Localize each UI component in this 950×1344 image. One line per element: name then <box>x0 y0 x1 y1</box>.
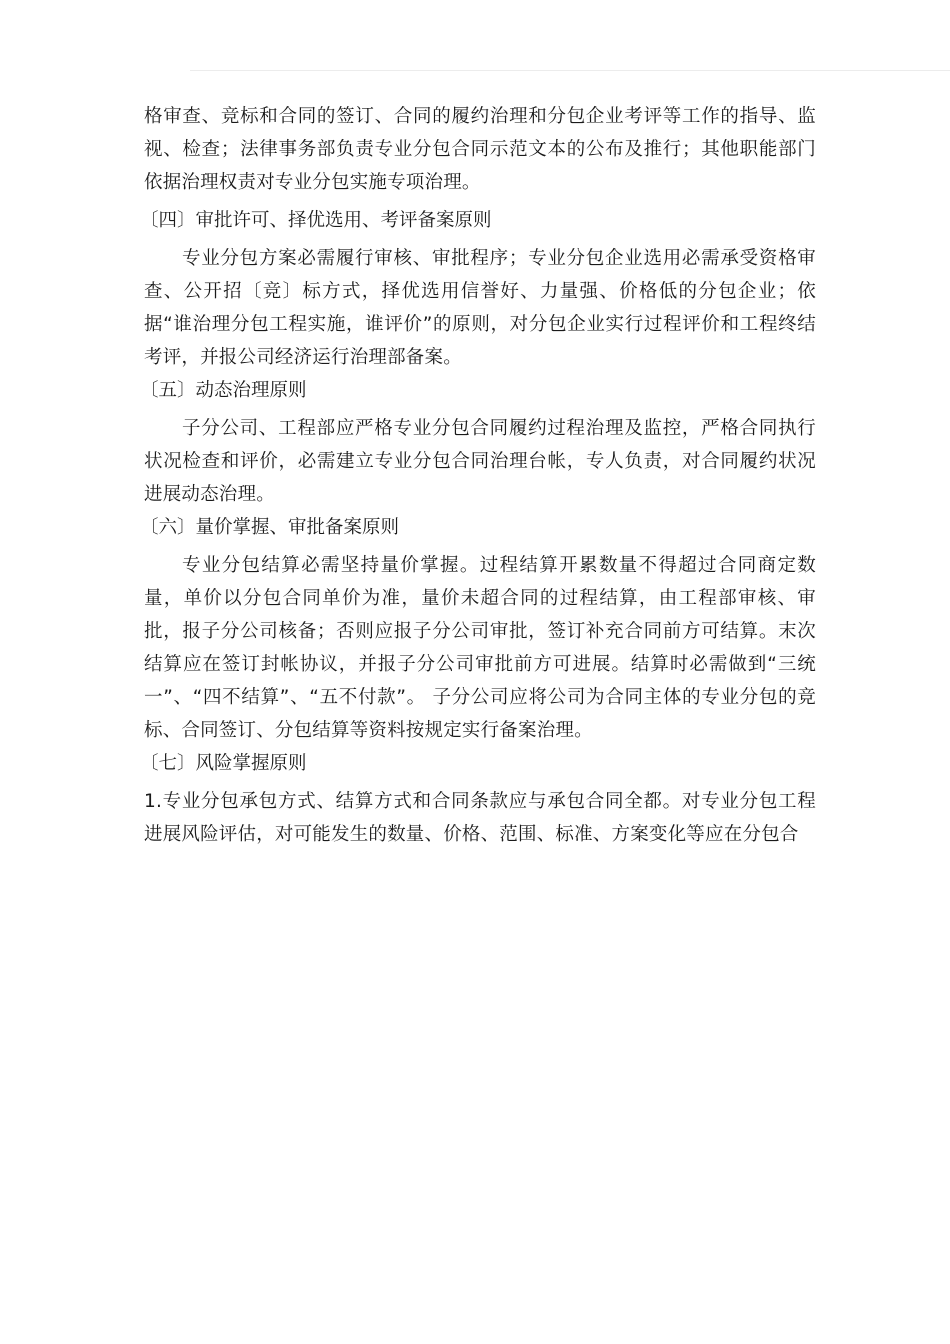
paragraph-section-5: 子分公司、工程部应严格专业分包合同履约过程治理及监控，严格合同执行状况检查和评价，必需建立专业分包合同治理台帐，专人负责，对合同履约状况进展动态治理。 <box>144 418 816 505</box>
section-heading-5: 〔五〕动态治理原则 <box>140 380 307 401</box>
section-heading-4: 〔四〕审批许可、择优选用、考评备案原则 <box>140 210 492 231</box>
paragraph-continuation: 格审查、竞标和合同的签订、合同的履约治理和分包企业考评等工作的指导、监视、检查；法律事务部负责专业分包合同示范文本的公布及推行；其他职能部门依据治理权责对专业分包实施专项治理。 <box>144 106 816 193</box>
paragraph-section-7: 1.专业分包承包方式、结算方式和合同条款应与承包合同全都。对专业分包工程进展风险评估，对可能发生的数量、价格、范围、标准、方案变化等应在分包合 <box>144 791 816 845</box>
document-page <box>140 100 816 851</box>
paragraph-section-4: 专业分包方案必需履行审核、审批程序；专业分包企业选用必需承受资格审查、公开招〔竞〕标方式，择优选用信誉好、力量强、价格低的分包企业；依据“谁治理分包工程实施，谁评价”的原则，对分包企业实行过程评价和工程终结考评，并报公司经济运行治理部备案。 <box>144 248 816 368</box>
section-heading-6: 〔六〕量价掌握、审批备案原则 <box>140 517 400 538</box>
header-rule <box>190 70 950 71</box>
section-heading-7: 〔七〕风险掌握原则 <box>140 753 307 774</box>
paragraph-section-6: 专业分包结算必需坚持量价掌握。过程结算开累数量不得超过合同商定数量，单价以分包合同单价为准，量价未超合同的过程结算，由工程部审核、审批，报子分公司核备；否则应报子分公司审批，签订补充合同前方可结算。末次结算应在签订封帐协议，并报子分公司审批前方可进展。结算时必需做到“三统一”、“四不结算”、“五不付款”。 子分公司应将公司为合同主体的专业分包的竞标、合同签订、分包结算等资料按规定实行备案治理。 <box>144 555 816 741</box>
